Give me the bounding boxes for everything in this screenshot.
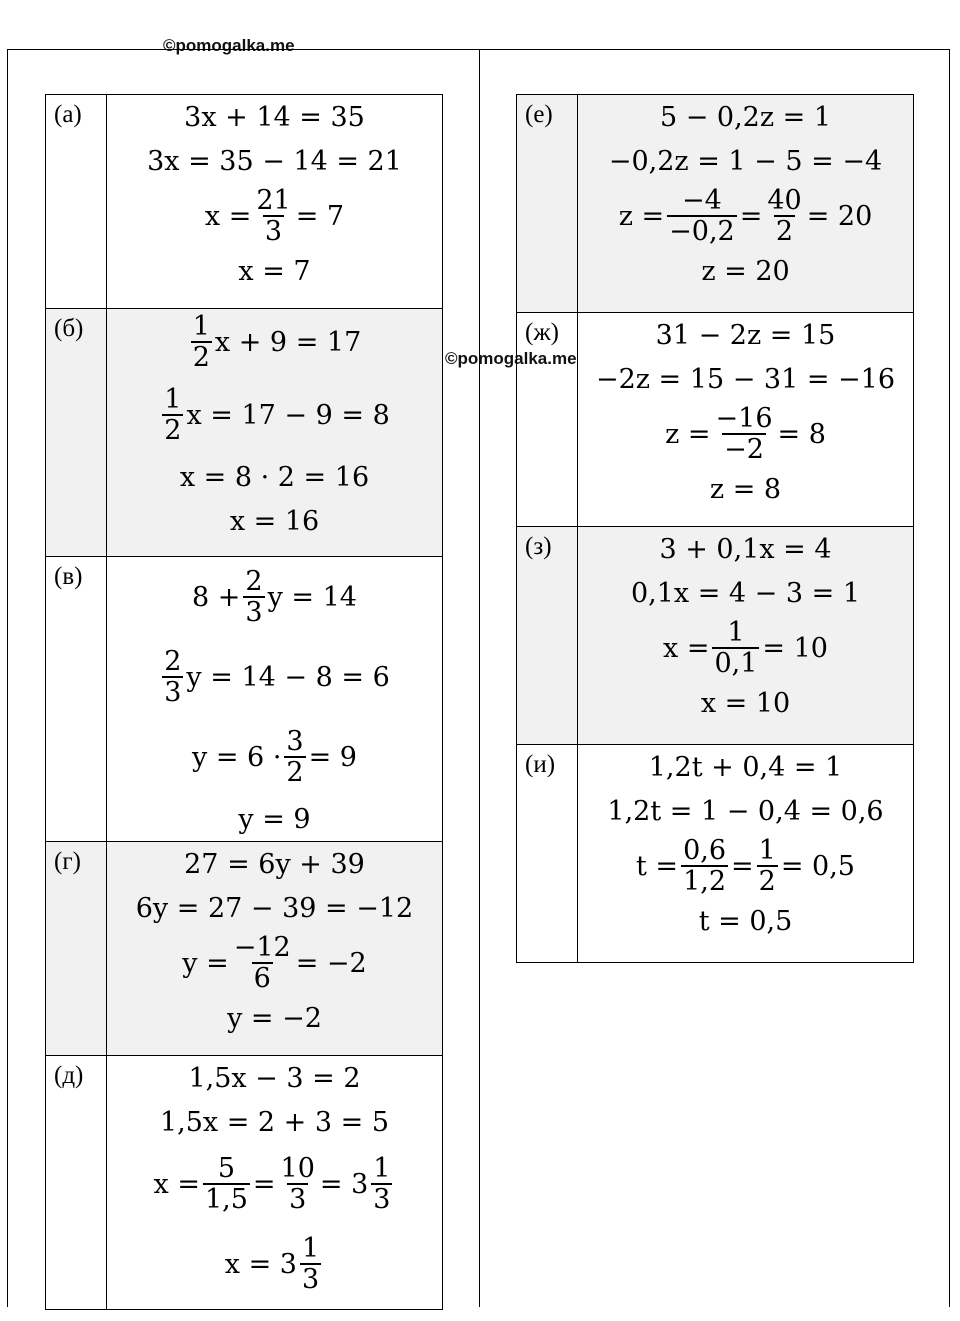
- problem-label: (з): [517, 527, 578, 745]
- problem-label: (и): [517, 745, 578, 963]
- expr: =: [739, 200, 763, 232]
- problem-label: (г): [46, 842, 107, 1056]
- numerator: 5: [217, 1153, 236, 1184]
- equation-line: [107, 637, 442, 717]
- equation-line: 0,1x = 4 − 3 = 1: [630, 577, 861, 609]
- solution-cell: [107, 842, 443, 1056]
- expr: = 3: [319, 1168, 369, 1200]
- fraction: [191, 313, 212, 371]
- fraction: [232, 934, 293, 992]
- solution-cell: [578, 527, 914, 745]
- numerator: 21: [256, 185, 291, 216]
- column-divider: [479, 49, 480, 1307]
- numerator: 1: [302, 1233, 320, 1264]
- denominator: 0,1: [714, 648, 758, 679]
- equation-line: 5 − 0,2z = 1: [659, 101, 832, 133]
- denominator: 1,2: [683, 866, 727, 897]
- equation-line: [107, 717, 442, 797]
- fraction: [162, 386, 183, 444]
- expr: z =: [665, 418, 711, 450]
- numerator: −4: [682, 185, 722, 216]
- equation-line: 1,5x = 2 + 3 = 5: [159, 1106, 390, 1138]
- right-solutions-table: [516, 94, 914, 963]
- fraction: [667, 187, 737, 245]
- numerator: 40: [767, 185, 802, 216]
- denominator: 3: [302, 1264, 320, 1295]
- equation-line: y = 9: [238, 803, 311, 835]
- fraction: [714, 405, 775, 463]
- equation-line: z = 20: [701, 255, 790, 287]
- denominator: −0,2: [669, 216, 735, 247]
- expr: = 7: [295, 200, 345, 232]
- problem-label: (б): [46, 309, 107, 557]
- expr: 8 +: [192, 581, 241, 613]
- fraction: [243, 568, 264, 626]
- equation-line: [107, 557, 442, 637]
- expr: x =: [663, 632, 710, 664]
- expr: =: [252, 1168, 276, 1200]
- expr: y = 14: [267, 581, 357, 613]
- numerator: −16: [715, 403, 773, 434]
- solution-cell: [578, 313, 914, 527]
- problem-row-e: [517, 95, 914, 313]
- problem-label: (а): [46, 95, 107, 309]
- equation-line: y = −2: [227, 1002, 322, 1034]
- left-solutions-table: [45, 94, 443, 1310]
- watermark-top: ©pomogalka.me: [163, 36, 295, 55]
- equation-line: [578, 401, 913, 467]
- problem-row-g: [46, 842, 443, 1056]
- expr: = 0,5: [780, 850, 855, 882]
- fraction: [284, 728, 305, 786]
- equation-line: 1,2t = 1 − 0,4 = 0,6: [607, 795, 884, 827]
- denominator: 3: [289, 1184, 307, 1215]
- expr: z =: [618, 200, 665, 232]
- equation-line: [578, 615, 913, 681]
- denominator: 3: [245, 597, 263, 628]
- equation-line: 6y = 27 − 39 = −12: [135, 892, 414, 924]
- equation-line: z = 8: [709, 473, 782, 505]
- expr: = 10: [762, 632, 828, 664]
- watermark-middle: ©pomogalka.me: [445, 349, 577, 368]
- equation-line: 3 + 0,1x = 4: [659, 533, 832, 565]
- denominator: 3: [373, 1184, 391, 1215]
- equation-line: 3x = 35 − 14 = 21: [147, 145, 402, 177]
- expr: = 9: [308, 741, 357, 773]
- denominator: 6: [253, 963, 271, 994]
- expr: y = 14 − 8 = 6: [186, 661, 390, 693]
- equation-line: [107, 309, 442, 375]
- expr: y =: [182, 947, 229, 979]
- expr: x = 3: [224, 1248, 297, 1280]
- numerator: 3: [286, 726, 304, 757]
- denominator: 2: [286, 757, 304, 788]
- denominator: 3: [164, 677, 182, 708]
- problem-label: (в): [46, 557, 107, 842]
- denominator: 3: [264, 216, 283, 247]
- numerator: 2: [164, 646, 182, 677]
- equation-line: [578, 183, 913, 249]
- expr: x + 9 = 17: [214, 326, 362, 358]
- equation-line: [107, 375, 442, 455]
- equation-line: [107, 930, 442, 996]
- numerator: 1: [727, 617, 745, 648]
- fraction: [254, 187, 292, 245]
- equation-line: [578, 833, 913, 899]
- fraction: [300, 1235, 321, 1293]
- equation-line: 1,5x − 3 = 2: [188, 1062, 361, 1094]
- fraction: [712, 619, 759, 677]
- problem-row-a: [46, 95, 443, 309]
- fraction: [162, 648, 183, 706]
- fraction: [681, 837, 728, 895]
- numerator: 0,6: [683, 835, 727, 866]
- numerator: 1: [192, 311, 210, 342]
- equation-line: 31 − 2z = 15: [655, 319, 836, 351]
- expr: = −2: [295, 947, 367, 979]
- problem-label: (ж): [517, 313, 578, 527]
- solution-cell: [578, 745, 914, 963]
- denominator: 2: [758, 866, 776, 897]
- problem-row-b: [46, 309, 443, 557]
- equation-line: x = 10: [700, 687, 791, 719]
- numerator: −12: [233, 932, 291, 963]
- denominator: 2: [164, 415, 182, 446]
- equation-line: x = 7: [238, 255, 311, 287]
- numerator: 1: [164, 384, 182, 415]
- expr: y = 6 ·: [192, 741, 282, 773]
- equation-line: x = 16: [229, 505, 320, 537]
- denominator: 2: [192, 342, 210, 373]
- equation-line: t = 0,5: [698, 905, 793, 937]
- equation-line: 1,2t + 0,4 = 1: [648, 751, 843, 783]
- expr: x =: [153, 1168, 200, 1200]
- problem-row-i: [517, 745, 914, 963]
- solution-cell: [107, 1056, 443, 1310]
- equation-line: [107, 183, 442, 249]
- problem-row-d: [46, 1056, 443, 1310]
- equation-line: −2z = 15 − 31 = −16: [595, 363, 896, 395]
- expr: = 20: [806, 200, 873, 232]
- denominator: 1,5: [204, 1184, 248, 1215]
- denominator: 2: [775, 216, 794, 247]
- numerator: 1: [758, 835, 776, 866]
- equation-line: x = 8 · 2 = 16: [179, 461, 370, 493]
- numerator: 10: [280, 1153, 315, 1184]
- equation-line: 27 = 6y + 39: [184, 848, 365, 880]
- fraction: [765, 187, 803, 245]
- solution-cell: [578, 95, 914, 313]
- expr: =: [731, 850, 754, 882]
- equation-line: [107, 1144, 442, 1224]
- equation-line: [107, 1224, 442, 1304]
- equation-line: 3x + 14 = 35: [184, 101, 365, 133]
- problem-row-v: [46, 557, 443, 842]
- numerator: 2: [245, 566, 263, 597]
- expr: x = 17 − 9 = 8: [186, 399, 390, 431]
- solution-cell: [107, 95, 443, 309]
- solution-cell: [107, 309, 443, 557]
- expr: x =: [204, 200, 252, 232]
- numerator: 1: [373, 1153, 391, 1184]
- problem-row-zh: [517, 313, 914, 527]
- denominator: −2: [724, 434, 764, 465]
- problem-label: (е): [517, 95, 578, 313]
- fraction: [279, 1155, 317, 1213]
- expr: t =: [636, 850, 679, 882]
- fraction: [371, 1155, 392, 1213]
- fraction: [757, 837, 778, 895]
- problem-row-z: [517, 527, 914, 745]
- equation-line: −0,2z = 1 − 5 = −4: [608, 145, 883, 177]
- solution-cell: [107, 557, 443, 842]
- expr: = 8: [777, 418, 826, 450]
- fraction: [203, 1155, 250, 1213]
- problem-label: (д): [46, 1056, 107, 1310]
